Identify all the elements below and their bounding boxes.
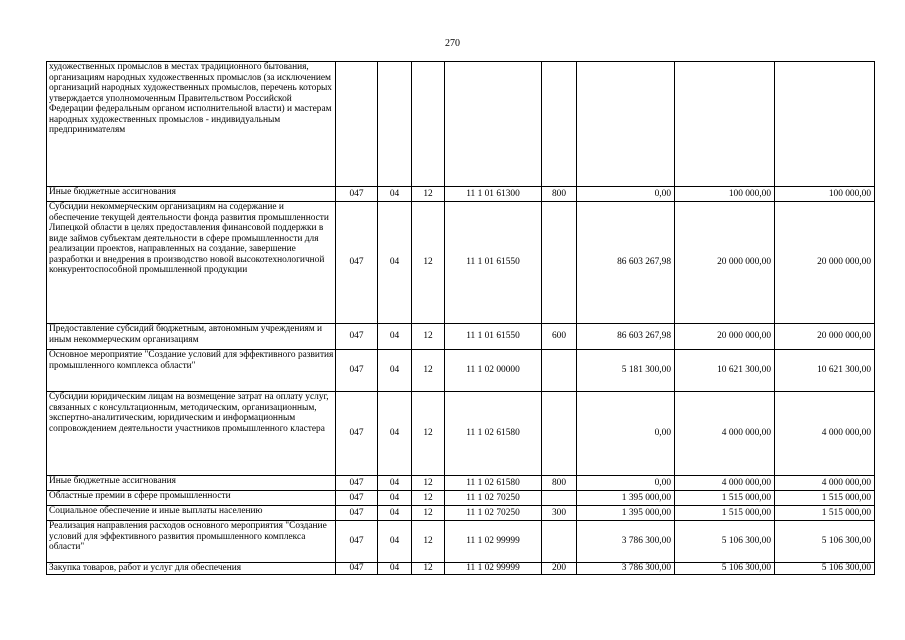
row-expense-type-code: [542, 62, 577, 187]
row-amount-2: 4 000 000,00: [675, 476, 775, 491]
row-amount-3: 20 000 000,00: [775, 324, 875, 350]
row-name: Предоставление субсидий бюджетным, автономным учреждениям и иным некоммерческим организациям: [47, 324, 336, 350]
row-amount-3: 20 000 000,00: [775, 202, 875, 324]
table-body: [47, 62, 875, 575]
row-amount-1: 0,00: [577, 476, 675, 491]
row-amount-1: 1 395 000,00: [577, 506, 675, 521]
row-ministry-code: 047: [336, 491, 378, 506]
row-amount-2: 1 515 000,00: [675, 491, 775, 506]
row-amount-1: 0,00: [577, 187, 675, 202]
row-target-code: 11 1 02 00000: [445, 350, 542, 392]
row-subsection-code: 12: [412, 350, 445, 392]
row-ministry-code: 047: [336, 563, 378, 575]
row-expense-type-code: [542, 392, 577, 476]
row-subsection-code: 12: [412, 491, 445, 506]
row-amount-3: 1 515 000,00: [775, 506, 875, 521]
row-amount-2: 1 515 000,00: [675, 506, 775, 521]
row-name: Социальное обеспечение и иные выплаты населению: [47, 506, 336, 521]
row-amount-1: [577, 62, 675, 187]
row-target-code: 11 1 01 61550: [445, 202, 542, 324]
row-section-code: 04: [378, 521, 412, 563]
row-amount-3: 5 106 300,00: [775, 563, 875, 575]
row-expense-type-code: [542, 350, 577, 392]
table-row: [47, 202, 875, 324]
row-section-code: 04: [378, 324, 412, 350]
row-amount-2: 20 000 000,00: [675, 324, 775, 350]
row-section-code: 04: [378, 187, 412, 202]
row-amount-3: 10 621 300,00: [775, 350, 875, 392]
row-ministry-code: 047: [336, 506, 378, 521]
row-target-code: 11 1 02 99999: [445, 563, 542, 575]
row-section-code: 04: [378, 476, 412, 491]
row-amount-3: 100 000,00: [775, 187, 875, 202]
row-section-code: 04: [378, 350, 412, 392]
row-ministry-code: 047: [336, 350, 378, 392]
row-target-code: 11 1 02 61580: [445, 476, 542, 491]
row-section-code: 04: [378, 563, 412, 575]
row-expense-type-code: 300: [542, 506, 577, 521]
row-expense-type-code: [542, 491, 577, 506]
row-subsection-code: 12: [412, 506, 445, 521]
table-row: [47, 476, 875, 491]
table-row: [47, 491, 875, 506]
row-name: Закупка товаров, работ и услуг для обеспечения: [47, 563, 336, 575]
row-ministry-code: 047: [336, 392, 378, 476]
row-amount-1: 3 786 300,00: [577, 563, 675, 575]
row-amount-1: 86 603 267,98: [577, 202, 675, 324]
row-target-code: 11 1 02 99999: [445, 521, 542, 563]
row-subsection-code: 12: [412, 521, 445, 563]
row-amount-1: 0,00: [577, 392, 675, 476]
row-subsection-code: 12: [412, 187, 445, 202]
row-amount-3: 4 000 000,00: [775, 476, 875, 491]
row-amount-2: 10 621 300,00: [675, 350, 775, 392]
row-section-code: 04: [378, 202, 412, 324]
row-expense-type-code: 600: [542, 324, 577, 350]
table-row: [47, 392, 875, 476]
row-name: Субсидии некоммерческим организациям на содержание и обеспечение текущей деятельности фонда развития промышленности Липецкой области в целях предоставления финансовой поддержки в виде займов субъектам деятельности в сфере промышленности для реализации проектов, направленных на создание, завершение разработки и внедрения в производство новой высокотехнологичной конкурентоспособной промышленной продукции: [47, 202, 336, 324]
row-section-code: [378, 62, 412, 187]
row-amount-1: 1 395 000,00: [577, 491, 675, 506]
row-expense-type-code: [542, 202, 577, 324]
row-ministry-code: 047: [336, 521, 378, 563]
row-name: художественных промыслов в местах традиционного бытования, организациям народных художественных промыслов (за исключением организаций народных художественных промыслов, перечень которых утверждается уполномоченным Правительством Российской Федерации федеральным органом исполнительной власти) и мастерам народных художественных промыслов - индивидуальным предпринимателям: [47, 62, 336, 187]
row-expense-type-code: [542, 521, 577, 563]
row-amount-1: 5 181 300,00: [577, 350, 675, 392]
budget-table: [46, 61, 875, 575]
table-row: [47, 62, 875, 187]
row-section-code: 04: [378, 506, 412, 521]
table-row: [47, 563, 875, 575]
row-name: Областные премии в сфере промышленности: [47, 491, 336, 506]
row-name: Иные бюджетные ассигнования: [47, 187, 336, 202]
table-row: [47, 324, 875, 350]
row-ministry-code: [336, 62, 378, 187]
row-target-code: [445, 62, 542, 187]
row-subsection-code: 12: [412, 324, 445, 350]
row-section-code: 04: [378, 491, 412, 506]
row-target-code: 11 1 02 70250: [445, 506, 542, 521]
row-amount-2: 100 000,00: [675, 187, 775, 202]
row-amount-3: 1 515 000,00: [775, 491, 875, 506]
row-amount-3: 5 106 300,00: [775, 521, 875, 563]
row-target-code: 11 1 01 61300: [445, 187, 542, 202]
row-subsection-code: 12: [412, 563, 445, 575]
row-amount-2: 20 000 000,00: [675, 202, 775, 324]
row-expense-type-code: 800: [542, 476, 577, 491]
row-amount-3: [775, 62, 875, 187]
row-subsection-code: [412, 62, 445, 187]
row-name: Иные бюджетные ассигнования: [47, 476, 336, 491]
page-number: 270: [445, 38, 460, 49]
row-amount-2: 5 106 300,00: [675, 521, 775, 563]
row-target-code: 11 1 02 61580: [445, 392, 542, 476]
row-amount-2: 5 106 300,00: [675, 563, 775, 575]
row-subsection-code: 12: [412, 476, 445, 491]
row-amount-2: [675, 62, 775, 187]
row-amount-2: 4 000 000,00: [675, 392, 775, 476]
row-target-code: 11 1 01 61550: [445, 324, 542, 350]
row-ministry-code: 047: [336, 187, 378, 202]
row-ministry-code: 047: [336, 324, 378, 350]
row-amount-1: 86 603 267,98: [577, 324, 675, 350]
table-row: [47, 350, 875, 392]
row-expense-type-code: 200: [542, 563, 577, 575]
table-row: [47, 521, 875, 563]
table-row: [47, 187, 875, 202]
row-ministry-code: 047: [336, 202, 378, 324]
table-row: [47, 506, 875, 521]
row-expense-type-code: 800: [542, 187, 577, 202]
row-name: Субсидии юридическим лицам на возмещение затрат на оплату услуг, связанных с консультационным, методическим, организационным, экспертно-аналитическим, юридическим и информационным сопровождением деятельности участников промышленного кластера: [47, 392, 336, 476]
row-target-code: 11 1 02 70250: [445, 491, 542, 506]
row-section-code: 04: [378, 392, 412, 476]
row-name: Основное мероприятие "Создание условий для эффективного развития промышленного комплекса области": [47, 350, 336, 392]
row-ministry-code: 047: [336, 476, 378, 491]
row-subsection-code: 12: [412, 202, 445, 324]
row-name: Реализация направления расходов основного мероприятия "Создание условий для эффективного развития промышленного комплекса области": [47, 521, 336, 563]
row-amount-1: 3 786 300,00: [577, 521, 675, 563]
row-subsection-code: 12: [412, 392, 445, 476]
row-amount-3: 4 000 000,00: [775, 392, 875, 476]
